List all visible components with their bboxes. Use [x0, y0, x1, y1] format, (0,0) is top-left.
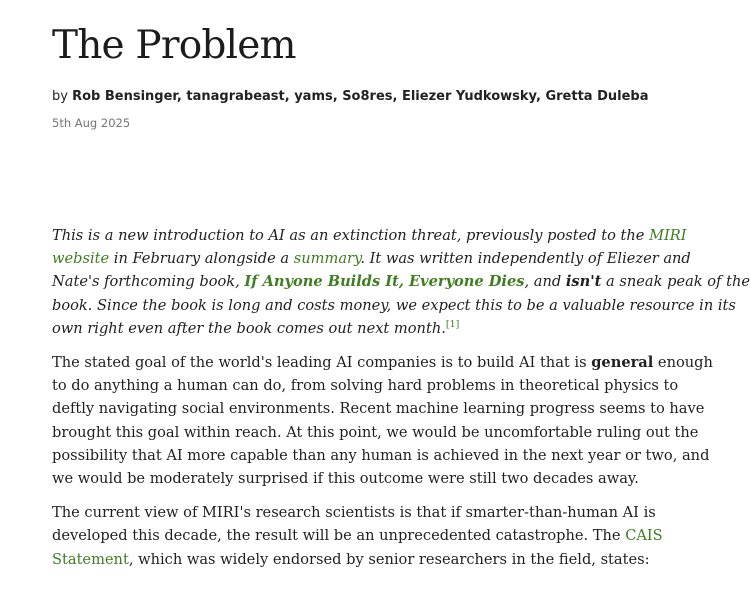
body-line: to do anything a human can do, from solving hard problems in theoretical physics to [52, 377, 679, 395]
general-emphasis: general [591, 354, 654, 372]
body-line: deftly navigating social environments. Recent machine learning progress seems to have [52, 400, 705, 418]
intro-text: . It was written independently of Eliezer and [360, 250, 691, 268]
intro-line [52, 270, 750, 293]
body-text: , which was widely endorsed by senior researchers in the field, states: [128, 550, 650, 568]
intro-text: a sneak peak of the [601, 273, 750, 291]
footnote-link[interactable]: [1] [445, 318, 460, 330]
book-link[interactable]: If Anyone Builds It, Everyone Dies [244, 273, 525, 291]
intro-text: book. Since the book is long and costs money, we expect this to be a valuable resource in its [52, 296, 736, 314]
body-line: The current view of MIRI's research scientists is that if smarter-than-human AI is [52, 504, 656, 522]
body-line: brought this goal within reach. At this point, we would be uncomfortable ruling out the [52, 423, 699, 441]
post-title: The Problem [52, 23, 296, 68]
intro-line [52, 247, 691, 270]
intro-text: own right even after the book comes out next month. [52, 319, 446, 337]
intro-text: Nate's forthcoming book, [52, 273, 245, 291]
byline [52, 87, 649, 107]
author-list[interactable]: Rob Bensinger, tanagrabeast, yams, So8res, Eliezer Yudkowsky, Gretta Duleba [72, 89, 649, 104]
body-line: possibility that AI more capable than any human is achieved in the next year or two, and [52, 446, 710, 464]
intro-text: in February alongside a [109, 250, 294, 268]
body-paragraph-view [52, 501, 672, 571]
body-text: developed this decade, the result will be an unprecedented catastrophe. The [52, 527, 626, 545]
body-line [52, 548, 672, 571]
intro-line [52, 294, 736, 317]
cais-statement-link[interactable]: CAIS [625, 527, 663, 545]
byline-prefix: by [52, 89, 68, 104]
miri-website-link-cont[interactable]: website [52, 250, 110, 268]
body-paragraph-goal [52, 351, 713, 490]
body-line [52, 351, 713, 374]
post-body [52, 224, 750, 582]
body-text: enough [653, 354, 713, 372]
intro-line [52, 224, 687, 247]
post-date: 5th Aug 2025 [52, 116, 131, 130]
miri-website-link[interactable]: MIRI [649, 227, 687, 244]
summary-link[interactable]: summary [293, 250, 361, 268]
body-line: we would be moderately surprised if this outcome were still two decades away. [52, 470, 639, 488]
isnt-emphasis: isn't [565, 273, 602, 291]
body-line [52, 524, 672, 547]
intro-line [52, 317, 672, 340]
body-text: The stated goal of the world's leading AI companies is to build AI that is [52, 354, 592, 372]
intro-text: , and [524, 273, 566, 291]
cais-statement-link-cont[interactable]: Statement [52, 550, 129, 568]
intro-paragraph [52, 224, 750, 340]
intro-text: This is a new introduction to AI as an extinction threat, previously posted to the [52, 227, 650, 244]
